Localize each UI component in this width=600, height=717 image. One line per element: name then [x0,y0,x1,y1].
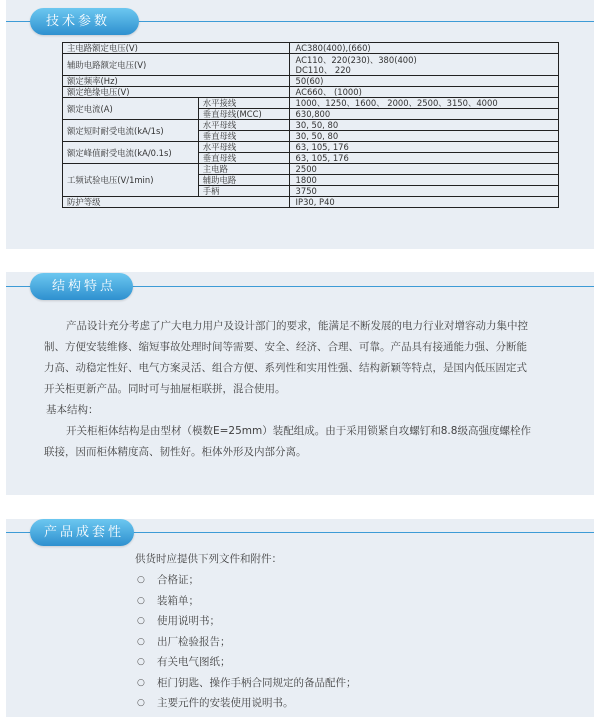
table-cell: IP30, P40 [289,197,558,208]
bullet-icon: ○ [137,575,145,585]
paragraph-line: 开关柜更新产品。同时可与抽屉柜联拼，混合使用。 [44,383,286,395]
list-item-text: 主要元件的安装使用说明书。 [157,697,294,709]
list-item-text: 柜门钥匙、操作手柄合同规定的备品配件； [157,676,357,689]
list-item [135,693,357,714]
table-cell: 1000、1250、1600、 2000、2500、3150、4000 [289,98,558,109]
table-cell: 额定峰值耐受电流(kA/0.1s) [63,142,199,164]
paragraph-line: 产品设计充分考虑了广大电力用户及设计部门的要求，能满足不断发展的电力行业对增容动力集中控 [66,320,528,332]
table-row [63,43,559,54]
table-cell: 水平母线 [198,142,289,153]
bullet-icon: ○ [137,677,145,688]
cell-line: AC110、220(230)、380(400) [295,54,417,65]
table-cell: 水平母线 [198,120,289,131]
table-cell: 垂直母线(MCC) [198,109,289,120]
paragraph-line: 力高、动稳定性好、电气方案灵活、组合方便、系列性和实用性强、结构新颖等特点，是国内低压固定式 [44,362,527,374]
table-cell: 1800 [289,175,558,186]
paragraph-line: 制、方便安装维修、缩短事故处理时间等需要、安全、经济、合理、可靠。产品具有接通能力强、分断能 [44,341,527,353]
table-cell: 辅助电路 [198,175,289,186]
table-cell: 2500 [289,164,558,175]
cell-line: DC110、 220 [295,64,351,75]
table-cell: 额定电流(A) [63,98,199,120]
kit-section-title: 产品成套性 [44,525,125,540]
table-cell: 防护等级 [63,197,290,208]
table-row [63,87,559,98]
table-cell: 水平接线 [198,98,289,109]
bullet-icon: ○ [137,616,145,626]
structure-section-tab [30,273,133,300]
list-item [135,570,357,591]
spec-table [62,42,559,208]
table-cell: 额定短时耐受电流(kA/1s) [63,120,199,142]
list-item [135,673,357,694]
table-cell: 63, 105, 176 [289,153,558,164]
table-cell: 63, 105, 176 [289,142,558,153]
spec-section-title: 技术参数 [46,14,111,29]
table-row [63,120,559,131]
list-item-text: 出厂检验报告； [157,635,231,648]
table-cell: 辅助电路额定电压(V) [63,54,290,76]
structure-text [44,316,554,463]
list-item-text: 有关电气图纸； [157,656,231,668]
table-row [63,164,559,175]
kit-intro: 供货时应提供下列文件和附件： [135,553,282,565]
table-cell: 垂直母线 [198,131,289,142]
table-cell [289,54,558,76]
table-row [63,98,559,109]
kit-list [135,549,357,714]
table-cell: 30, 50, 80 [289,131,558,142]
table-cell: 主电路 [198,164,289,175]
table-cell: 主电路额定电压(V) [63,43,290,54]
table-row [63,142,559,153]
list-item [135,652,357,673]
list-item [135,611,357,632]
list-item-text: 合格证； [157,574,199,586]
table-cell: 630,800 [289,109,558,120]
bullet-icon: ○ [137,698,145,708]
table-row [63,197,559,208]
table-cell: 垂直母线 [198,153,289,164]
table-cell: AC660、 (1000) [289,87,558,98]
table-cell: 工频试验电压(V/1min) [63,164,199,197]
paragraph-line: 基本结构： [46,404,99,416]
table-cell: 额定频率(Hz) [63,76,290,87]
bullet-icon: ○ [137,636,145,647]
paragraph-line: 联接，因而柜体精度高、韧性好。柜体外形及内部分离。 [44,446,307,458]
spec-section-tab [30,8,139,35]
kit-section-tab [30,519,134,546]
list-item [135,632,357,653]
list-item-text: 装箱单； [157,594,199,607]
table-cell: AC380(400),(660) [289,43,558,54]
table-row [63,54,559,76]
list-item [135,591,357,612]
table-cell: 手柄 [198,186,289,197]
table-cell: 30, 50, 80 [289,120,558,131]
list-item-text: 使用说明书； [157,615,220,627]
table-row [63,76,559,87]
bullet-icon: ○ [137,657,145,667]
structure-section-title: 结构特点 [52,279,117,294]
table-cell: 50(60) [289,76,558,87]
paragraph-line: 开关柜柜体结构是由型材（模数E=25mm）装配组成。由于采用锁紧自攻螺钉和8.8级高强度螺栓作 [66,425,531,437]
table-cell: 3750 [289,186,558,197]
bullet-icon: ○ [137,595,145,606]
table-cell: 额定绝缘电压(V) [63,87,290,98]
